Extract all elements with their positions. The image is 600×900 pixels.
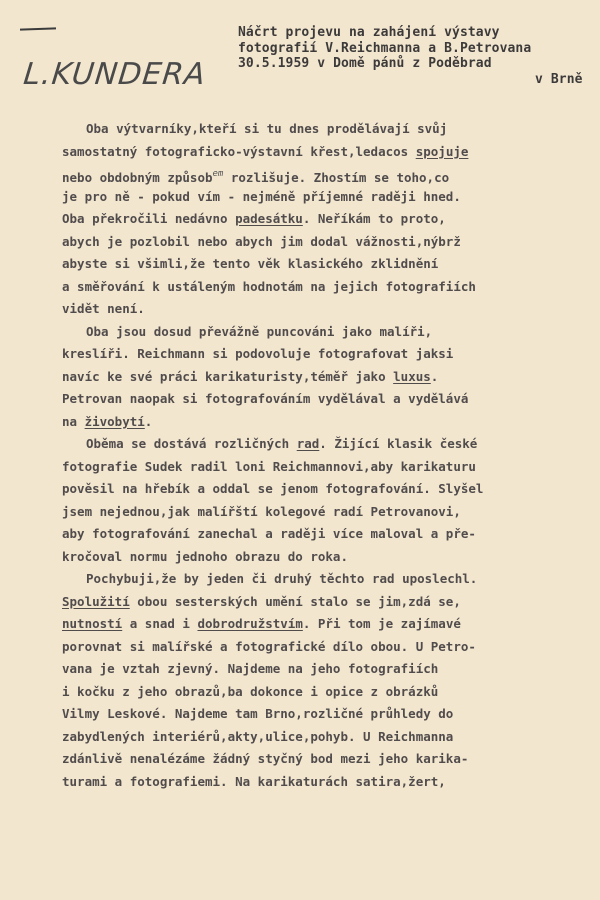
text-segment: vana je vztah zjevný. Najdeme na jeho fotografiích xyxy=(62,661,439,676)
text-segment: vidět není. xyxy=(62,301,145,316)
text-line xyxy=(62,186,597,209)
text-line xyxy=(62,253,597,276)
text-line xyxy=(62,276,597,299)
text-line xyxy=(62,298,597,321)
text-segment: . Při tom je zajímavé xyxy=(302,616,461,631)
paragraph xyxy=(62,321,597,434)
text-line xyxy=(62,546,597,569)
text-segment: porovnat si malířské a fotografické dílo obou. U Petro- xyxy=(62,638,476,654)
document-body xyxy=(62,118,597,793)
text-segment: kreslíři. Reichmann si podovoluje fotografovat jaksi xyxy=(62,346,454,361)
text-line xyxy=(62,343,597,366)
text-segment: pověsil na hřebík a oddal se jenom fotografování. Slyšel xyxy=(62,481,484,496)
text-segment: abych je pozlobil nebo abych jim dodal vážnosti,nýbrž xyxy=(62,233,461,249)
text-segment: samostatný fotograficko-výstavní křest,ledacos xyxy=(62,143,416,159)
header-line-2: fotografií V.Reichmanna a B.Petrovana xyxy=(238,40,532,56)
text-line xyxy=(62,411,597,434)
text-segment: je pro ně - pokud vím - nejméně příjemné raději hned. xyxy=(62,188,461,204)
text-line xyxy=(62,703,597,726)
text-segment: jsem nejednou,jak malířští kolegové radí Petrovanovi, xyxy=(62,503,461,519)
text-line xyxy=(62,478,597,501)
underlined-word: nutností xyxy=(62,616,123,631)
text-segment: fotografie Sudek radil loni Reichmannovi,aby karikaturu xyxy=(62,458,476,474)
text-segment: Oba překročili nedávno xyxy=(62,211,236,226)
document-header xyxy=(238,25,598,87)
text-segment: Oba jsou dosud převážně puncováni jako malíři, xyxy=(86,323,433,339)
paragraph xyxy=(62,433,597,568)
header-line-3: 30.5.1959 v Domě pánů z Poděbrad xyxy=(238,56,492,71)
text-segment: Pochybuji,že by jeden či druhý těchto rad uposlechl. xyxy=(86,571,478,586)
handwritten-name-text: L.KUNDERA xyxy=(22,57,208,92)
text-segment: rozlišuje. Zhostím se toho,co xyxy=(223,170,450,185)
text-segment: Vilmy Leskové. Najdeme tam Brno,rozličné průhledy do xyxy=(62,706,454,721)
text-segment: . Neříkám to proto, xyxy=(302,211,446,226)
text-line xyxy=(62,591,597,614)
text-segment: Oběma se dostává rozličných xyxy=(86,436,297,451)
text-segment: a směřování k ustáleným hodnotám na jejich fotografiích xyxy=(62,278,476,294)
text-segment: . xyxy=(430,368,439,384)
text-line xyxy=(62,433,597,456)
handwritten-author-name xyxy=(22,52,222,96)
text-segment: . xyxy=(144,413,153,429)
text-line xyxy=(62,523,597,546)
underlined-word: luxus xyxy=(393,368,431,384)
text-line xyxy=(62,613,597,636)
paragraph xyxy=(62,568,597,793)
paragraph xyxy=(62,118,597,321)
text-segment: zdánlivě nenalézáme žádný styčný bod mezi jeho karika- xyxy=(62,751,469,766)
underlined-word: živobytí xyxy=(84,413,145,429)
text-segment: turami a fotografiemi. Na karikaturách satira,žert, xyxy=(62,773,446,789)
text-line xyxy=(62,141,597,164)
text-line xyxy=(62,681,597,704)
text-line xyxy=(62,748,597,771)
text-segment: zabydlených interiérů,akty,ulice,pohyb. U Reichmanna xyxy=(62,728,454,744)
pencil-mark xyxy=(20,27,56,30)
underlined-word: spojuje xyxy=(415,143,469,159)
text-line xyxy=(62,321,597,344)
text-line xyxy=(62,388,597,411)
underlined-word: padesátku xyxy=(235,211,303,226)
text-segment: . Žijící klasik české xyxy=(319,436,478,451)
text-line xyxy=(62,771,597,794)
text-line xyxy=(62,501,597,524)
text-line xyxy=(62,658,597,681)
header-line-1: Náčrt projevu na zahájení výstavy xyxy=(238,25,500,40)
underlined-word: rad xyxy=(296,436,320,451)
text-segment: abyste si všimli,že tento věk klasického zklidnění xyxy=(62,256,439,271)
text-segment: aby fotografování zanechal a raději více maloval a pře- xyxy=(62,526,476,541)
text-line xyxy=(62,456,597,479)
handwritten-correction: em xyxy=(212,169,224,179)
text-line xyxy=(62,163,597,186)
text-line xyxy=(62,636,597,659)
text-segment: i kočku z jeho obrazů,ba dokonce i opice z obrázků xyxy=(62,683,439,699)
text-line xyxy=(62,208,597,231)
text-line xyxy=(62,726,597,749)
text-segment: navíc ke své práci karikaturisty,téměř jako xyxy=(62,368,394,384)
text-line xyxy=(62,118,597,141)
text-segment: obou sesterských umění stalo se jim,zdá se, xyxy=(129,593,461,609)
text-line xyxy=(62,568,597,591)
underlined-word: dobrodružstvím xyxy=(197,616,303,631)
text-line xyxy=(62,366,597,389)
text-segment: kročoval normu jednoho obrazu do roka. xyxy=(62,548,348,564)
text-line xyxy=(62,231,597,254)
text-segment: Oba výtvarníky,kteří si tu dnes prodělávají svůj xyxy=(86,121,448,136)
text-segment: nebo obdobným způsob xyxy=(62,170,213,185)
header-line-4: v Brně xyxy=(535,71,583,87)
text-segment: Petrovan naopak si fotografováním vydělával a vydělává xyxy=(62,391,469,406)
underlined-word: Spolužití xyxy=(62,593,130,609)
text-segment: a snad i xyxy=(122,616,198,631)
text-segment: na xyxy=(62,413,85,429)
